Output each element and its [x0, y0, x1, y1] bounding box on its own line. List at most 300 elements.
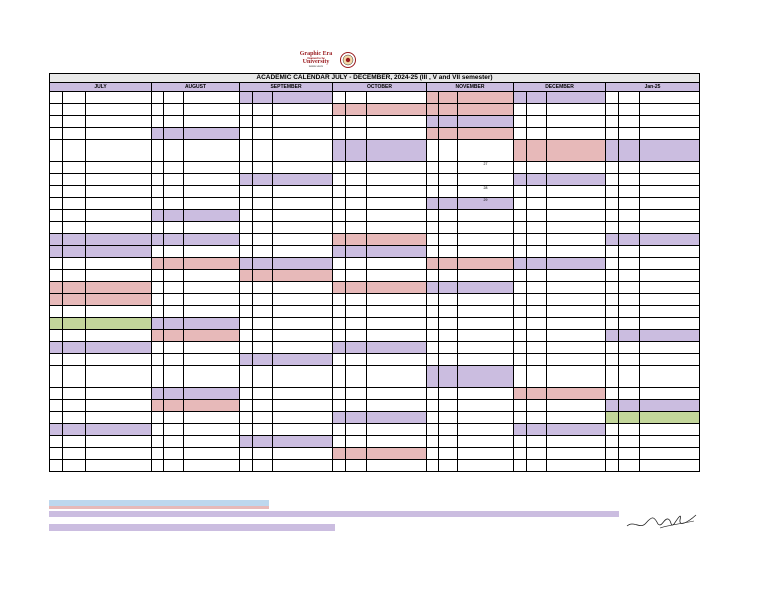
calendar-cell [63, 282, 86, 294]
calendar-cell [273, 246, 333, 258]
calendar-cell [240, 460, 253, 472]
calendar-cell [184, 186, 240, 198]
calendar-cell [333, 162, 346, 174]
calendar-cell [427, 246, 439, 258]
calendar-cell [152, 116, 164, 128]
calendar-cell [439, 104, 458, 116]
calendar-cell [253, 400, 273, 412]
calendar-cell [273, 210, 333, 222]
calendar-cell [458, 400, 514, 412]
calendar-cell [619, 400, 640, 412]
calendar-cell [184, 162, 240, 174]
calendar-cell [640, 258, 700, 270]
calendar-cell [184, 128, 240, 140]
calendar-cell [527, 424, 547, 436]
month-header-october: OCTOBER [333, 82, 427, 92]
calendar-cell [184, 436, 240, 448]
calendar-cell [606, 306, 619, 318]
calendar-cell [273, 270, 333, 282]
calendar-cell [253, 436, 273, 448]
calendar-cell [49, 436, 63, 448]
calendar-cell [640, 354, 700, 366]
calendar-cell [367, 354, 427, 366]
calendar-cell [458, 448, 514, 460]
calendar-cell [63, 162, 86, 174]
calendar-cell [640, 174, 700, 186]
calendar-cell [367, 140, 427, 162]
calendar-cell [164, 104, 184, 116]
calendar-cell [63, 140, 86, 162]
calendar-cell [273, 424, 333, 436]
calendar-cell [333, 342, 346, 354]
calendar-cell [86, 412, 152, 424]
calendar-cell [439, 330, 458, 342]
calendar-cell [240, 448, 253, 460]
calendar-cell [253, 222, 273, 234]
calendar-cell [514, 294, 527, 306]
calendar-cell [514, 412, 527, 424]
calendar-cell [547, 116, 606, 128]
calendar-cell [514, 92, 527, 104]
calendar-cell [333, 448, 346, 460]
calendar-cell [164, 306, 184, 318]
calendar-cell [439, 294, 458, 306]
calendar-cell [240, 388, 253, 400]
calendar-cell [164, 270, 184, 282]
calendar-cell [346, 258, 367, 270]
calendar-cell [49, 210, 63, 222]
calendar-cell [427, 128, 439, 140]
calendar-cell [606, 366, 619, 388]
calendar-cell [184, 366, 240, 388]
calendar-cell [458, 246, 514, 258]
calendar-cell [184, 210, 240, 222]
calendar-cell [86, 306, 152, 318]
calendar-cell [527, 436, 547, 448]
calendar-cell [253, 318, 273, 330]
calendar-cell [619, 162, 640, 174]
legend-bar-purple-2 [49, 524, 335, 531]
calendar-cell [640, 104, 700, 116]
calendar-cell [184, 104, 240, 116]
calendar-cell [606, 388, 619, 400]
calendar-cell [346, 270, 367, 282]
calendar-cell [439, 246, 458, 258]
calendar-cell [527, 186, 547, 198]
calendar-cell [346, 92, 367, 104]
logo-line2: Deemed to be [307, 56, 325, 60]
calendar-cell [86, 424, 152, 436]
calendar-cell [547, 294, 606, 306]
calendar-cell [346, 318, 367, 330]
calendar-cell [164, 412, 184, 424]
calendar-cell [427, 306, 439, 318]
calendar-cell [240, 424, 253, 436]
calendar-cell [619, 246, 640, 258]
calendar-cell [606, 116, 619, 128]
calendar-cell [514, 234, 527, 246]
calendar-cell [640, 330, 700, 342]
calendar-cell [49, 318, 63, 330]
calendar-cell [514, 424, 527, 436]
calendar-cell [606, 162, 619, 174]
calendar-cell [184, 342, 240, 354]
calendar-cell [640, 92, 700, 104]
calendar-cell [184, 460, 240, 472]
calendar-cell [152, 222, 164, 234]
calendar-cell [527, 460, 547, 472]
calendar-cell [152, 128, 164, 140]
calendar-cell [367, 270, 427, 282]
calendar-cell [640, 400, 700, 412]
calendar-cell [547, 366, 606, 388]
calendar-cell [63, 198, 86, 210]
calendar-cell [606, 210, 619, 222]
calendar-cell [640, 306, 700, 318]
calendar-cell [367, 186, 427, 198]
calendar-cell [547, 354, 606, 366]
calendar-cell [49, 186, 63, 198]
calendar-cell [367, 448, 427, 460]
calendar-cell [164, 234, 184, 246]
calendar-cell [619, 366, 640, 388]
calendar-cell [49, 306, 63, 318]
calendar-cell [240, 246, 253, 258]
calendar-cell [527, 116, 547, 128]
calendar-cell [333, 388, 346, 400]
calendar-cell [514, 128, 527, 140]
calendar-cell [49, 400, 63, 412]
calendar-cell [640, 234, 700, 246]
calendar-cell [86, 388, 152, 400]
calendar-cell [253, 128, 273, 140]
calendar-cell [240, 342, 253, 354]
calendar-cell [439, 198, 458, 210]
calendar-cell [346, 210, 367, 222]
calendar-cell [164, 400, 184, 412]
calendar-cell [63, 412, 86, 424]
calendar-cell [240, 198, 253, 210]
calendar-cell [49, 460, 63, 472]
calendar-cell [458, 436, 514, 448]
calendar-cell [333, 282, 346, 294]
calendar-cell [619, 92, 640, 104]
calendar-cell [86, 104, 152, 116]
calendar-cell [253, 294, 273, 306]
calendar-cell [514, 186, 527, 198]
calendar-cell [367, 412, 427, 424]
calendar-cell [152, 234, 164, 246]
month-header-december: DECEMBER [514, 82, 606, 92]
calendar-cell [640, 140, 700, 162]
calendar-cell [514, 342, 527, 354]
calendar-cell [514, 354, 527, 366]
calendar-cell [333, 294, 346, 306]
calendar-cell [346, 246, 367, 258]
calendar-cell [427, 186, 439, 198]
calendar-cell [439, 366, 458, 388]
calendar-cell [152, 424, 164, 436]
calendar-cell [164, 318, 184, 330]
calendar-cell [49, 234, 63, 246]
calendar-cell [527, 140, 547, 162]
calendar-cell [427, 412, 439, 424]
calendar-cell [619, 234, 640, 246]
calendar-cell [86, 270, 152, 282]
calendar-cell [63, 306, 86, 318]
calendar-cell [606, 448, 619, 460]
calendar-cell [514, 198, 527, 210]
calendar-cell [63, 258, 86, 270]
calendar-cell [152, 210, 164, 222]
calendar-cell [346, 424, 367, 436]
calendar-cell [63, 246, 86, 258]
calendar-cell [152, 366, 164, 388]
calendar-cell [439, 258, 458, 270]
calendar-cell [527, 210, 547, 222]
calendar-cell [184, 354, 240, 366]
calendar-cell [86, 400, 152, 412]
calendar-cell [184, 140, 240, 162]
calendar-cell [63, 210, 86, 222]
calendar-cell [184, 174, 240, 186]
calendar-cell [547, 270, 606, 282]
calendar-cell [427, 400, 439, 412]
calendar-cell [273, 330, 333, 342]
calendar-cell [439, 186, 458, 198]
academic-calendar-sheet [49, 73, 700, 498]
calendar-cell [439, 282, 458, 294]
calendar-cell [346, 104, 367, 116]
calendar-cell [427, 318, 439, 330]
calendar-cell [184, 412, 240, 424]
calendar-cell [333, 222, 346, 234]
calendar-cell [606, 354, 619, 366]
calendar-cell [547, 318, 606, 330]
calendar-cell [49, 388, 63, 400]
calendar-cell [273, 294, 333, 306]
calendar-cell [253, 306, 273, 318]
calendar-cell [240, 318, 253, 330]
calendar-cell [458, 388, 514, 400]
calendar-cell [640, 186, 700, 198]
calendar-cell [333, 174, 346, 186]
calendar-cell [427, 366, 439, 388]
calendar-cell [49, 294, 63, 306]
calendar-cell [63, 388, 86, 400]
calendar-cell [606, 330, 619, 342]
month-header-august: AUGUST [152, 82, 240, 92]
calendar-cell [253, 116, 273, 128]
calendar-cell [458, 294, 514, 306]
calendar-cell [253, 162, 273, 174]
calendar-cell [640, 128, 700, 140]
calendar-cell [367, 128, 427, 140]
calendar-cell [240, 116, 253, 128]
calendar-cell [527, 318, 547, 330]
calendar-cell [63, 186, 86, 198]
calendar-cell [367, 436, 427, 448]
calendar-cell [547, 412, 606, 424]
calendar-cell [346, 354, 367, 366]
calendar-cell [427, 162, 439, 174]
calendar-cell [458, 412, 514, 424]
calendar-cell [458, 116, 514, 128]
calendar-cell [346, 436, 367, 448]
calendar-cell [439, 116, 458, 128]
calendar-cell [49, 246, 63, 258]
calendar-cell [152, 246, 164, 258]
calendar-cell [514, 104, 527, 116]
calendar-cell [184, 116, 240, 128]
calendar-cell [63, 234, 86, 246]
calendar-cell [367, 210, 427, 222]
calendar-cell [527, 354, 547, 366]
calendar-cell [458, 258, 514, 270]
legend-bar-pink-a [49, 506, 269, 509]
calendar-cell [527, 128, 547, 140]
calendar-cell [49, 104, 63, 116]
calendar-cell [184, 222, 240, 234]
calendar-cell [619, 388, 640, 400]
calendar-cell [427, 210, 439, 222]
calendar-cell [606, 318, 619, 330]
calendar-cell [458, 210, 514, 222]
calendar-cell [606, 258, 619, 270]
calendar-cell [640, 246, 700, 258]
calendar-cell [240, 140, 253, 162]
calendar-cell [458, 342, 514, 354]
calendar-cell [49, 128, 63, 140]
calendar-cell [184, 306, 240, 318]
calendar-cell [240, 162, 253, 174]
calendar-cell [346, 282, 367, 294]
calendar-cell [427, 174, 439, 186]
calendar-cell [547, 186, 606, 198]
calendar-cell [253, 424, 273, 436]
calendar-cell [164, 186, 184, 198]
calendar-cell [86, 318, 152, 330]
calendar-cell [619, 140, 640, 162]
calendar-cell [367, 342, 427, 354]
calendar-cell [427, 436, 439, 448]
calendar-cell [152, 282, 164, 294]
calendar-cell [346, 448, 367, 460]
calendar-cell [606, 140, 619, 162]
calendar-cell [439, 412, 458, 424]
calendar-cell [273, 354, 333, 366]
calendar-cell [514, 210, 527, 222]
calendar-cell [514, 258, 527, 270]
calendar-cell [514, 140, 527, 162]
calendar-cell [164, 330, 184, 342]
calendar-cell [640, 198, 700, 210]
calendar-cell [367, 282, 427, 294]
calendar-cell [184, 330, 240, 342]
calendar-cell [439, 162, 458, 174]
calendar-cell [152, 412, 164, 424]
calendar-cell [367, 234, 427, 246]
calendar-cell [333, 116, 346, 128]
calendar-cell [640, 318, 700, 330]
calendar-cell [547, 424, 606, 436]
calendar-cell [273, 388, 333, 400]
calendar-cell [346, 330, 367, 342]
calendar-cell [514, 246, 527, 258]
calendar-cell [240, 306, 253, 318]
calendar-cell [164, 294, 184, 306]
calendar-cell [273, 222, 333, 234]
calendar-cell [640, 282, 700, 294]
calendar-cell [164, 210, 184, 222]
logo-text [292, 52, 340, 68]
calendar-cell [184, 92, 240, 104]
calendar-cell [619, 424, 640, 436]
calendar-cell [346, 162, 367, 174]
calendar-cell [164, 460, 184, 472]
calendar-cell [427, 448, 439, 460]
calendar-cell [152, 354, 164, 366]
calendar-cell [367, 460, 427, 472]
calendar-cell [333, 460, 346, 472]
calendar-cell [253, 246, 273, 258]
calendar-cell [164, 366, 184, 388]
calendar-cell [86, 282, 152, 294]
calendar-cell [184, 294, 240, 306]
calendar-cell [427, 104, 439, 116]
calendar-cell [184, 318, 240, 330]
calendar-cell [367, 246, 427, 258]
month-header-jan-25: Jan-25 [606, 82, 700, 92]
calendar-cell [619, 412, 640, 424]
calendar-cell [346, 412, 367, 424]
calendar-cell [458, 424, 514, 436]
calendar-cell [427, 330, 439, 342]
calendar-cell [439, 354, 458, 366]
calendar-cell [152, 388, 164, 400]
calendar-cell [333, 354, 346, 366]
calendar-cell [333, 424, 346, 436]
calendar-cell [619, 306, 640, 318]
calendar-cell [164, 92, 184, 104]
calendar-cell [527, 342, 547, 354]
calendar-cell [253, 210, 273, 222]
calendar-cell [606, 104, 619, 116]
calendar-cell [527, 222, 547, 234]
calendar-cell [184, 198, 240, 210]
calendar-cell [273, 436, 333, 448]
calendar-cell [514, 318, 527, 330]
calendar-cell [367, 388, 427, 400]
calendar-cell [86, 436, 152, 448]
calendar-cell [547, 210, 606, 222]
calendar-cell [152, 448, 164, 460]
calendar-cell [458, 306, 514, 318]
calendar-cell [439, 128, 458, 140]
calendar-cell [547, 282, 606, 294]
calendar-cell [547, 198, 606, 210]
calendar-cell [527, 92, 547, 104]
calendar-cell [367, 366, 427, 388]
calendar-cell [333, 366, 346, 388]
calendar-cell [514, 306, 527, 318]
month-header-row [49, 82, 700, 91]
calendar-cell [333, 270, 346, 282]
calendar-cell [346, 186, 367, 198]
calendar-cell [367, 162, 427, 174]
calendar-cell [439, 436, 458, 448]
calendar-cell [606, 412, 619, 424]
